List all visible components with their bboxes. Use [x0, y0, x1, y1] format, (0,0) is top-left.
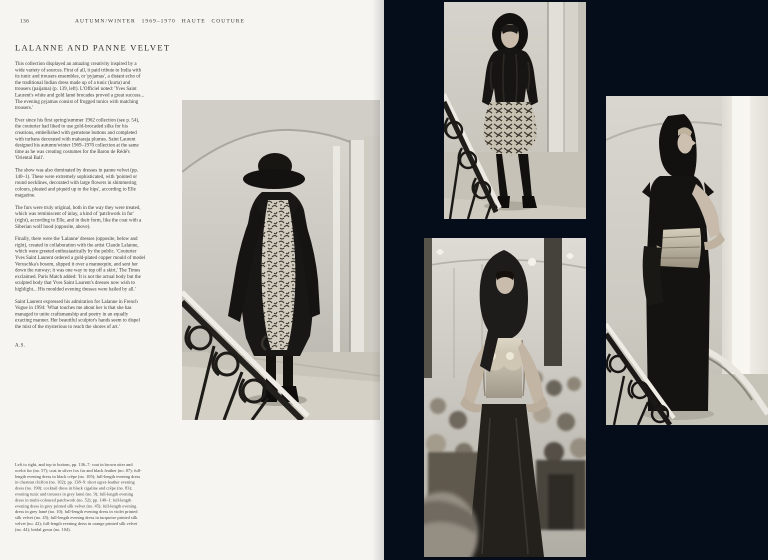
- page-number: 136: [20, 18, 30, 24]
- body-text: [15, 61, 146, 355]
- page-gutter-shadow: [372, 0, 384, 560]
- photo-hooded-gown-gold-corset: [606, 96, 768, 425]
- photo-staircase-patchwork-coat: [182, 100, 380, 420]
- author-initials: A.S.: [15, 342, 26, 348]
- paragraph: Finally, there were the 'Lalanne' dresses (opposite, below and right), created in collaboration with the artist Claude Lalanne, which were greeted enthusiastically by the public. 'Couturier Yves Saint Laurent ordered a gold-plated copper mould of model Veruschka's bosom, slipped it over a mannequin, and sent her down the runway; it was one way to top off a skirt,' The Times exclaimed. Paris Match added: 'It is not the actual body but the sculpted body that Yves Saint Laurent's dresses now wish to highlight... His moulded evening dresses were hailed by all.': [15, 236, 146, 292]
- photo-wolf-hood-coat: [444, 2, 586, 219]
- photo-caption: Left to right, and top to bottom, pp. 136–7: coat in brown otter and ocelot fur (no. 57); coat in silver fox fur and black feather (no. 87); full-length evening dress in black crêpe (no. 105); full-length evening dress in chestnut chiffon (no. 102); pp. 138–9: short egret-feather evening dress (no. 190); cocktail dress in black cigaline and crêpe (no. 83); evening tunic and trousers in grey lamé (no. 9); full-length evening dress in multi-coloured patchwork (no. 52); pp. 140–1: full-length evening dress in grey printed silk velvet (no. 45); full-length evening dress in grey lamé (no. 10); full-length evening dress in violet printed silk velvet (no. 45); full-length evening dress in turquoise printed silk velvet (no. 42); full-length evening dress in orange printed silk velvet (no. 44); bridal gown (no. 104).: [15, 462, 142, 532]
- right-page: [384, 0, 768, 560]
- paragraph: Ever since his first spring/summer 1962 collection (see p. 54), the couturier had liked to use gold-brocaded silks for his creations, embellished with gemstone buttons and completed with turbans decorated with maharaja plumes. Saint Laurent designed his autumn/winter 1969–1970 collection at the same time as he was creating costumes for the Baron de Rédé's 'Oriental Ball'.: [15, 117, 140, 161]
- running-header: AUTUMN/WINTER 1969–1970 HAUTE COUTURE: [75, 18, 245, 24]
- paragraph: The furs were truly original, both in the way they were treated, which was reminiscent of inlay, a kind of 'patchwork in fur' (right), according to Elle, and in their form, like the coat with a Siberian wolf hood (opposite, above).: [15, 204, 142, 230]
- section-title: LALANNE AND PANNE VELVET: [15, 43, 171, 53]
- photo-lalanne-bust-runway: [424, 238, 586, 557]
- paragraph: The show was also dominated by dresses in panne velvet (pp. 140–1). These were extremely sophisticated, with 'pointed or round necklines, decorated with large flowers in shimmering colours, pleated and piquéd up to the hips', according to Elle magazine.: [15, 167, 139, 199]
- paragraph: This collection displayed an amazing creativity inspired by a wide variety of sources. First of all, it paid tribute to India with its tunic and trousers ensembles, or 'pyjamas', a distant echo of the traditional Indian dress made up of a tunic (kurta) and trousers (paijama) (p. 139, left). L'Officiel noted: 'Yves Saint Laurent's white and gold lamé brocades proved a great success... The evening pyjamas consist of frogged tunics with matching trousers.': [15, 61, 145, 111]
- paragraph: Saint Laurent expressed his admiration for Lalanne in French Vogue in 1994: 'What touches me about her is that she has managed to unite craftsmanship and poetry in an equally exacting manner. Her beautiful sculptor's hands seem to dispel the mist of the mysterious to reach the shores of art.': [15, 298, 140, 330]
